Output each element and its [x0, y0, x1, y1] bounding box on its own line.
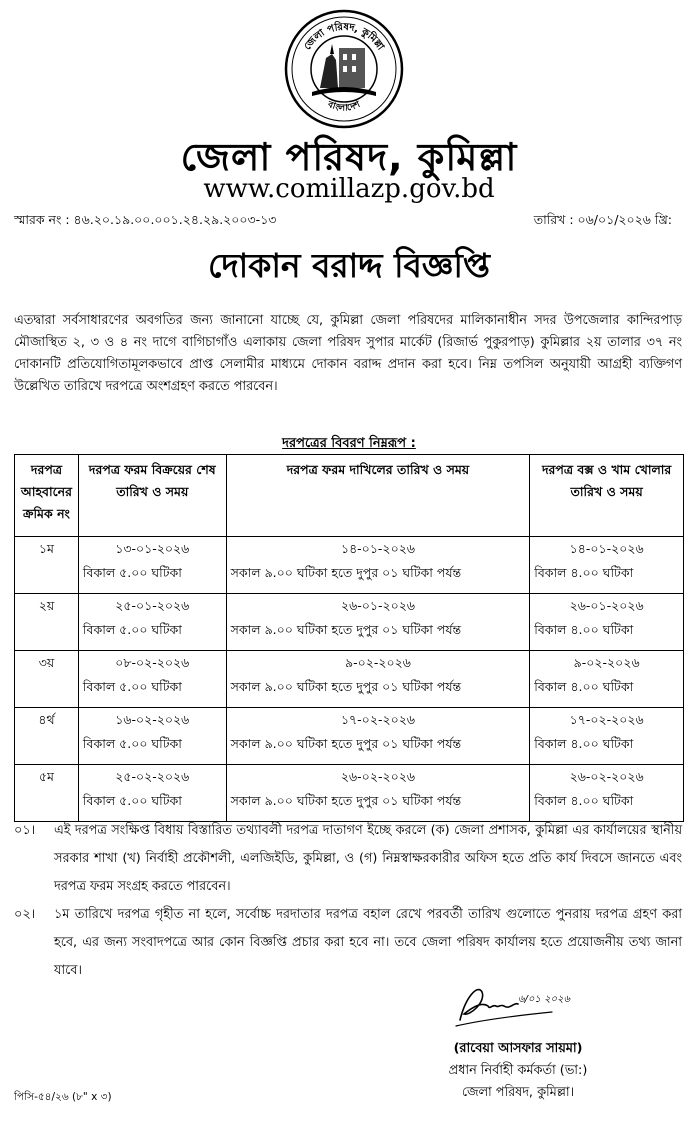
note-number: ০১।	[14, 823, 36, 838]
sale-cell	[78, 765, 226, 822]
list-item	[14, 817, 682, 901]
notes-list	[14, 817, 682, 985]
header-box-opening: দরপত্র বক্স ও খাম খোলার তারিখ ও সময়	[530, 455, 684, 537]
sale-time: বিকাল ৫.০০ ঘটিকা	[82, 679, 182, 694]
handwritten-signature	[452, 976, 571, 1036]
sale-time: বিকাল ৫.০০ ঘটিকা	[82, 793, 182, 808]
logo-text-bottom: বাংলাদেশ	[326, 99, 362, 114]
sale-date: ২৫-০১-২০২৬	[115, 598, 190, 613]
submit-time: সকাল ৯.০০ ঘটিকা হতে দুপুর ০১ ঘটিকা পর্যন্ত	[230, 679, 462, 694]
list-item	[14, 901, 682, 985]
submit-date: ১৭-০২-২০২৬	[340, 712, 415, 727]
open-cell	[530, 708, 684, 765]
open-cell	[530, 765, 684, 822]
memo-number: স্মারক নং : ৪৬.২০.১৯.০০.০০১.২৪.২৯.২০০৩-১৩	[14, 212, 277, 227]
tender-schedule-table	[14, 454, 684, 822]
open-date: ২৬-০১-২০২৬	[569, 598, 644, 613]
submit-time: সকাল ৯.০০ ঘটিকা হতে দুপুর ০১ ঘটিকা পর্যন্ত	[230, 793, 462, 808]
table-row	[15, 708, 684, 765]
submit-date: ২৬-০২-২০২৬	[340, 769, 415, 784]
table-row	[15, 537, 684, 594]
header-serial: দরপত্র আহবানের ক্রমিক নং	[15, 455, 79, 537]
sale-cell	[78, 651, 226, 708]
website-url: www.comillazp.gov.bd	[203, 174, 495, 204]
signatory-name: (রাবেয়া আসফার সায়মা)	[453, 1041, 583, 1056]
submit-time: সকাল ৯.০০ ঘটিকা হতে দুপুর ০১ ঘটিকা পর্যন্ত	[230, 736, 462, 751]
sale-date: ২৫-০২-২০২৬	[115, 769, 190, 784]
submit-cell	[226, 765, 530, 822]
header-form-submission: দরপত্র ফরম দাখিলের তারিখ ও সময়	[226, 455, 530, 537]
sale-date: ১৬-০২-২০২৬	[115, 712, 190, 727]
open-cell	[530, 537, 684, 594]
serial-cell: ১ম	[15, 537, 79, 594]
table-header-row	[15, 455, 684, 537]
notice-date: তারিখ : ০৬/০১/২০২৬ খ্রি:	[533, 212, 672, 227]
signatory-block	[398, 1038, 638, 1104]
signature-date-scrawl: ৬/০১ ২০২৬	[518, 994, 571, 1005]
submit-date: ১৪-০১-২০২৬	[340, 541, 415, 556]
print-code: পিসি-৫৪/২৬ (৮" x ৩)	[14, 1091, 112, 1103]
district-council-seal-logo	[282, 8, 406, 130]
sale-cell	[78, 594, 226, 651]
table-row	[15, 651, 684, 708]
sale-cell	[78, 708, 226, 765]
notice-intro-paragraph: এতদ্বারা সর্বসাধারণের অবগতির জন্য জানানো যাচ্ছে যে, কুমিল্লা জেলা পরিষদের মালিকানাধীন সদর উপজেলার কান্দিরপাড় মৌজাস্থিত ২, ৩ ও ৪ নং দাগে বাগিচাগাঁও এলাকায় জেলা পরিষদ সুপার মার্কেট (রিজার্ভ পুকুরপাড়) কুমিল্লার ২য় তালার ৩৭ নং দোকানটি প্রতিযোগিতামূলকভাবে প্রাপ্ত সেলামীর মাধ্যমে দোকান বরাদ্দ প্রদান করা হবে। নিম্ন তপসিল অনুযায়ী আগ্রহী ব্যক্তিগণ উল্লেখিত তারিখে দরপত্রে অংশগ্রহণ করতে পারবেন।	[14, 313, 682, 394]
submit-date: ৯-০২-২০২৬	[345, 655, 411, 670]
open-cell	[530, 594, 684, 651]
sale-time: বিকাল ৫.০০ ঘটিকা	[82, 565, 182, 580]
sale-time: বিকাল ৫.০০ ঘটিকা	[82, 736, 182, 751]
open-time: বিকাল ৪.০০ ঘটিকা	[534, 565, 634, 580]
open-date: ২৬-০২-২০২৬	[569, 769, 644, 784]
note-text: এই দরপত্র সংক্ষিপ্ত বিধায় বিস্তারিত তথ্যাবলী দরপত্র দাতাগণ ইচ্ছে করলে (ক) জেলা প্রশাসক, কুমিল্লা এর কার্যালয়ের স্থানীয় সরকার শাখা (খ) নির্বাহী প্রকৌশলী, এলজিইডি, কুমিল্লা, ও (গ) নিম্নস্বাক্ষরকারীর অফিস হতে প্রতি কার্য দিবসে জানতে এবং দরপত্র ফরম সংগ্রহ করতে পারবেন।	[54, 823, 682, 894]
submit-time: সকাল ৯.০০ ঘটিকা হতে দুপুর ০১ ঘটিকা পর্যন্ত	[230, 565, 462, 580]
sale-time: বিকাল ৫.০০ ঘটিকা	[82, 622, 182, 637]
table-row	[15, 765, 684, 822]
serial-cell: ৪র্থ	[15, 708, 79, 765]
open-time: বিকাল ৪.০০ ঘটিকা	[534, 736, 634, 751]
sale-date: ০৮-০২-২০২৬	[115, 655, 190, 670]
notice-title: দোকান বরাদ্দ বিজ্ঞপ্তি	[207, 246, 491, 285]
header-form-sale: দরপত্র ফরম বিক্রয়ের শেষ তারিখ ও সময়	[78, 455, 226, 537]
table-row	[15, 594, 684, 651]
serial-cell: ৩য়	[15, 651, 79, 708]
table-heading: দরপত্রের বিবরণ নিম্নরূপ :	[282, 436, 416, 451]
submit-cell	[226, 708, 530, 765]
submit-cell	[226, 537, 530, 594]
open-time: বিকাল ৪.০০ ঘটিকা	[534, 793, 634, 808]
serial-cell: ৫ম	[15, 765, 79, 822]
submit-date: ২৬-০১-২০২৬	[340, 598, 415, 613]
submit-cell	[226, 594, 530, 651]
signatory-designation: প্রধান নির্বাহী কর্মকর্তা (ভা:)	[448, 1063, 588, 1078]
note-number: ০২।	[14, 907, 36, 922]
submit-time: সকাল ৯.০০ ঘটিকা হতে দুপুর ০১ ঘটিকা পর্যন্ত	[230, 622, 462, 637]
open-time: বিকাল ৪.০০ ঘটিকা	[534, 622, 634, 637]
open-date: ১৪-০১-২০২৬	[569, 541, 644, 556]
open-time: বিকাল ৪.০০ ঘটিকা	[534, 679, 634, 694]
open-date: ৯-০২-২০২৬	[573, 655, 640, 670]
organization-name: জেলা পরিষদ, কুমিল্লা	[180, 135, 518, 179]
note-text: ১ম তারিখে দরপত্র গৃহীত না হলে, সর্বোচ্চ দরদাতার দরপত্র বহাল রেখে পরবর্তী তারিখ গুলোতে পুনরায় দরপত্র গ্রহণ করা হবে, এর জন্য সংবাদপত্রে আর কোন বিজ্ঞপ্তি প্রচার করা হবে না। তবে জেলা পরিষদ কার্যালয় হতে প্রয়োজনীয় তথ্য জানা যাবে।	[54, 907, 682, 978]
open-cell	[530, 651, 684, 708]
submit-cell	[226, 651, 530, 708]
logo-text-top: জেলা পরিষদ, কুমিল্লা	[302, 21, 386, 53]
signatory-office: জেলা পরিষদ, কুমিল্লা।	[461, 1085, 575, 1100]
serial-cell: ২য়	[15, 594, 79, 651]
open-date: ১৭-০২-২০২৬	[569, 712, 644, 727]
sale-cell	[78, 537, 226, 594]
sale-date: ১৩-০১-২০২৬	[115, 541, 190, 556]
